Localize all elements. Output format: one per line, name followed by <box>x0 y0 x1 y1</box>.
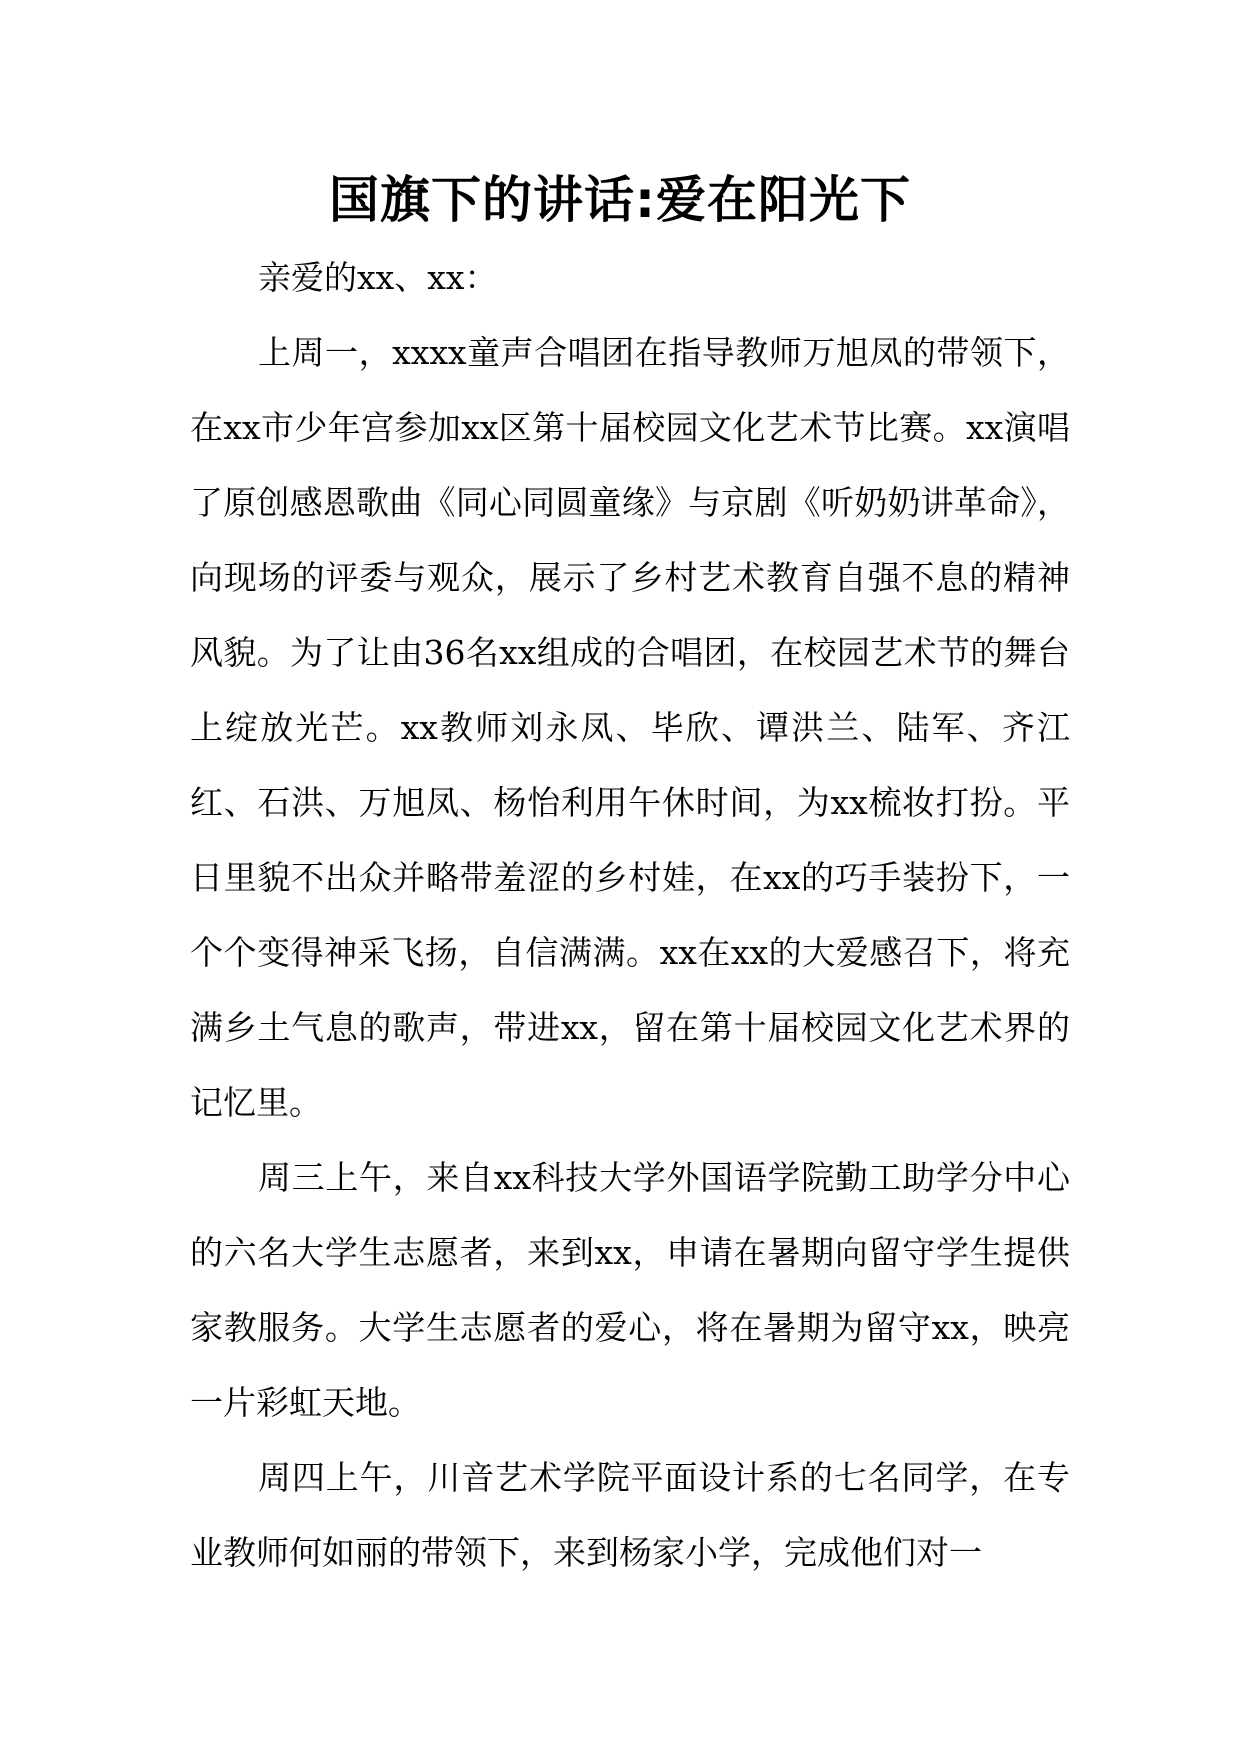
salutation-paragraph: 亲爱的xx、xx： <box>258 258 498 297</box>
body-paragraph: 周三上午，来自xx科技大学外国语学院勤工助学分中心的六名大学生志愿者，来到xx，申请在暑期向留守学生提供家教服务。大学生志愿者的爱心，将在暑期为留守xx，映亮一片彩虹天地。 <box>190 1158 1070 1422</box>
body-paragraph: 周四上午，川音艺术学院平面设计系的七名同学，在专业教师何如丽的带领下，来到杨家小学，完成他们对一 <box>190 1458 1070 1572</box>
body-paragraph: 上周一，xxxx童声合唱团在指导教师万旭凤的带领下，在xx市少年宫参加xx区第十届校园文化艺术节比赛。xx演唱了原创感恩歌曲《同心同圆童缘》与京剧《听奶奶讲革命》，向现场的评委与观众，展示了乡村艺术教育自强不息的精神风貌。为了让由36名xx组成的合唱团，在校园艺术节的舞台上绽放光芒。xx教师刘永凤、毕欣、谭洪兰、陆军、齐江红、石洪、万旭凤、杨怡利用午休时间，为xx梳妆打扮。平日里貌不出众并略带羞涩的乡村娃，在xx的巧手装扮下，一个个变得神采飞扬，自信满满。xx在xx的大爱感召下，将充满乡土气息的歌声，带进xx，留在第十届校园文化艺术界的记忆里。 <box>190 333 1070 1122</box>
document-body <box>190 240 1070 1590</box>
document-title: 国旗下的讲话:爱在阳光下 <box>329 171 911 229</box>
